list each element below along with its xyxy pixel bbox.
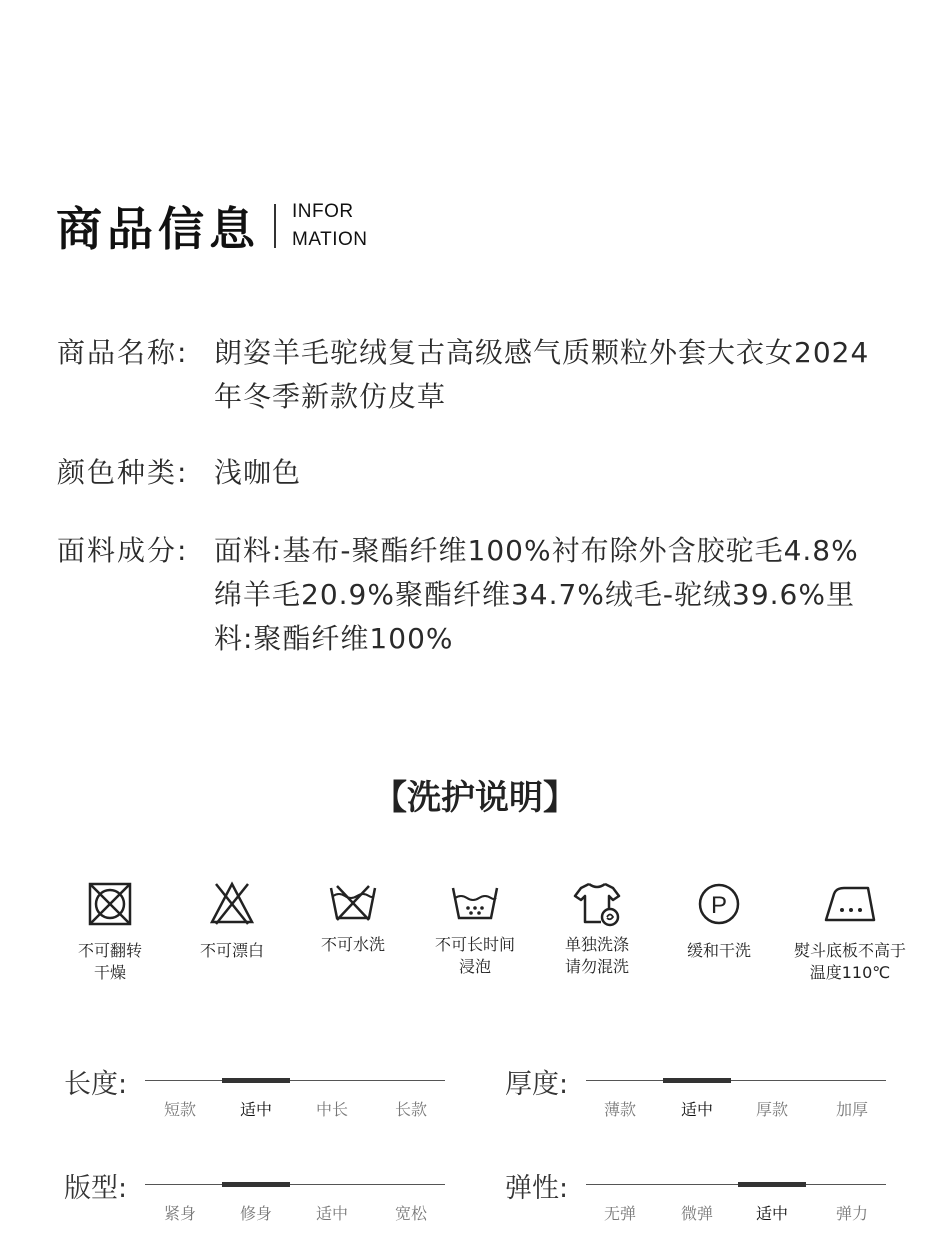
product-name-row — [57, 331, 884, 419]
header-divider — [274, 204, 276, 248]
wash-separately-icon — [567, 878, 627, 930]
elasticity-option: 微弹 — [680, 1204, 713, 1223]
length-option: 短款 — [163, 1100, 196, 1119]
care-item-no-long-soak — [405, 878, 545, 978]
elasticity-option: 弹力 — [835, 1204, 868, 1223]
care-label-line-1: 不可水洗 — [320, 935, 385, 954]
svg-text:P: P — [710, 892, 728, 919]
section-title: 商品信息 — [56, 202, 260, 256]
care-label-line-1: 不可漂白 — [199, 941, 264, 960]
thickness-option: 厚款 — [755, 1100, 788, 1119]
care-label-line-2: 浸泡 — [458, 957, 491, 976]
fit-selected-marker — [222, 1182, 290, 1187]
care-label-line-1: 不可翻转 — [77, 941, 142, 960]
no-bleach-icon — [202, 878, 262, 930]
fabric-value: 面料:基布-聚酯纤维100%衬布除外含胶驼毛4.8%绵羊毛20.9%聚酯纤维34.7%绒毛-驼绒39.6%里料:聚酯纤维100% — [214, 534, 859, 655]
section-header — [56, 193, 367, 259]
elasticity-selected-marker — [738, 1182, 806, 1187]
thickness-label: 厚度: — [505, 1069, 569, 1100]
fit-track — [145, 1184, 445, 1185]
elasticity-option: 无弹 — [603, 1204, 636, 1223]
care-title: 【洗护说明】 — [373, 778, 577, 818]
iron-low-temp-icon — [820, 878, 880, 930]
section-subtitle — [292, 198, 367, 254]
length-label: 长度: — [64, 1069, 128, 1100]
subtitle-line-1: INFOR — [292, 201, 354, 222]
fabric-row — [57, 529, 884, 661]
care-item-wash-separately — [527, 878, 667, 978]
care-item-no-bleach — [162, 878, 302, 962]
fit-label: 版型: — [64, 1173, 128, 1204]
thickness-track — [586, 1080, 886, 1081]
care-item-gentle-dry-clean — [649, 878, 789, 962]
subtitle-line-2: MATION — [292, 229, 368, 250]
color-label: 颜色种类: — [57, 456, 189, 489]
gentle-dry-clean-icon — [689, 878, 749, 930]
care-item-no-wash — [283, 878, 423, 956]
care-label-line-2: 温度110℃ — [809, 963, 891, 982]
care-label-line-2: 干燥 — [93, 963, 126, 982]
fit-option: 适中 — [315, 1204, 348, 1223]
fit-option-selected: 修身 — [239, 1204, 272, 1223]
thickness-option: 加厚 — [835, 1100, 868, 1119]
length-track — [145, 1080, 445, 1081]
elasticity-option-selected: 适中 — [755, 1204, 788, 1223]
elasticity-track — [586, 1184, 886, 1185]
care-label-line-2: 请勿混洗 — [564, 957, 629, 976]
length-option: 长款 — [394, 1100, 427, 1119]
elasticity-label: 弹性: — [505, 1173, 569, 1204]
product-name-value: 朗姿羊毛驼绒复古高级感气质颗粒外套大衣女2024年冬季新款仿皮草 — [214, 336, 870, 413]
color-row — [57, 451, 884, 495]
care-item-no-tumble-dry — [40, 878, 180, 984]
thickness-option-selected: 适中 — [680, 1100, 713, 1119]
care-item-iron-low-temp — [780, 878, 920, 984]
fabric-label: 面料成分: — [57, 534, 189, 567]
no-wash-icon — [323, 878, 383, 930]
care-label-line-1: 单独洗涤 — [564, 935, 629, 954]
no-tumble-dry-icon — [80, 878, 140, 930]
care-label-line-1: 不可长时间 — [434, 935, 515, 954]
no-long-soak-icon — [445, 878, 505, 930]
thickness-selected-marker — [663, 1078, 731, 1083]
fit-option: 宽松 — [394, 1204, 427, 1223]
length-option: 中长 — [315, 1100, 348, 1119]
length-option-selected: 适中 — [239, 1100, 272, 1119]
length-selected-marker — [222, 1078, 290, 1083]
care-label-line-1: 熨斗底板不高于 — [793, 941, 906, 960]
product-name-label: 商品名称: — [57, 336, 189, 369]
color-value: 浅咖色 — [214, 456, 302, 489]
fit-option: 紧身 — [163, 1204, 196, 1223]
thickness-option: 薄款 — [603, 1100, 636, 1119]
care-label-line-1: 缓和干洗 — [686, 941, 751, 960]
